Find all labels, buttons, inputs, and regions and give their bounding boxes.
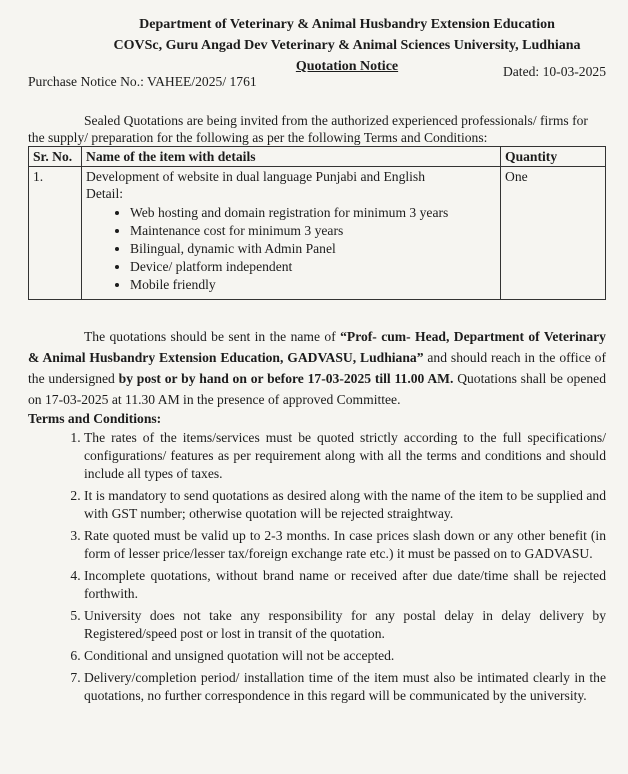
items-table (28, 146, 606, 300)
item-title: Development of website in dual language Punjabi and English (86, 169, 426, 184)
list-item: • Web hosting and domain registration for minimum 3 years (130, 204, 496, 222)
term-item: 2. It is mandatory to send quotations as desired along with the name of the item to be supplied and with GST number; otherwise quotation will be rejected straightway. (84, 487, 606, 523)
detail-label: Detail: (86, 186, 123, 201)
purchase-notice-number: Purchase Notice No.: VAHEE/2025/ 1761 (28, 74, 257, 89)
table-row (29, 167, 606, 300)
term-item: 5. University does not take any responsibility for any postal delay in delay delivery by Registered/speed post or lost in transit of the quotation. (84, 607, 606, 643)
table-header-row (29, 147, 606, 167)
notice-date: Dated: 10-03-2025 (502, 64, 606, 79)
department-name: Department of Veterinary & Animal Husbandry Extension Education (139, 17, 555, 32)
submission-text-1: The quotations should be sent in the name of (84, 329, 341, 344)
row-quantity: One (501, 167, 606, 300)
row-sr: 1. (29, 167, 82, 300)
detail-list (86, 204, 496, 294)
intro-paragraph: Sealed Quotations are being invited from the authorized experienced professionals/ firms for the supply/ preparation for the following as per the following Terms and Conditions: (28, 113, 588, 145)
notice-title: Quotation Notice (295, 59, 399, 74)
term-item: 4. Incomplete quotations, without brand name or received after due date/time shall be rejected forthwith. (84, 567, 606, 603)
list-item: • Maintenance cost for minimum 3 years (130, 222, 496, 240)
list-item: • Device/ platform independent (130, 258, 496, 276)
list-item: • Bilingual, dynamic with Admin Panel (130, 240, 496, 258)
term-item: 3. Rate quoted must be valid up to 2-3 months. In case prices slash down or any other benefit (in form of lesser price/lesser tax/foreign exchange rate etc.) it must be passed on to GADVASU. (84, 527, 606, 563)
submission-paragraph (28, 326, 606, 410)
row-item (82, 167, 501, 300)
submission-deadline: by post or by hand on or before 17-03-2025 till 11.00 AM. (118, 371, 454, 386)
terms-heading: Terms and Conditions: (28, 411, 162, 426)
submission-text-2: and should reach in the office of the undersigned (28, 350, 606, 386)
col-item-name: Name of the item with details (82, 147, 501, 167)
terms-list (28, 429, 606, 705)
term-item: 6. Conditional and unsigned quotation will not be accepted. (84, 647, 606, 665)
college-name: COVSc, Guru Angad Dev Veterinary & Animal Sciences University, Ludhiana (113, 38, 581, 53)
submission-addressee: “Prof- cum- Head, Department of Veterinary & Animal Husbandry Extension Education, GADVASU, Ludhiana” (28, 329, 606, 365)
col-sr-no: Sr. No. (29, 147, 82, 167)
term-item: 7. Delivery/completion period/ installation time of the item must also be intimated clearly in the quotations, no further correspondence in this regard will be communicated by the university. (84, 669, 606, 705)
list-item: • Mobile friendly (130, 276, 496, 294)
col-quantity: Quantity (501, 147, 606, 167)
submission-text-3: Quotations shall be opened on 17-03-2025 at 11.30 AM in the presence of approved Committee. (28, 371, 606, 407)
term-item: 1. The rates of the items/services must be quoted strictly according to the full specifications/ configurations/ features as per requirement along with all the terms and conditions and should include all types of taxes. (84, 429, 606, 483)
